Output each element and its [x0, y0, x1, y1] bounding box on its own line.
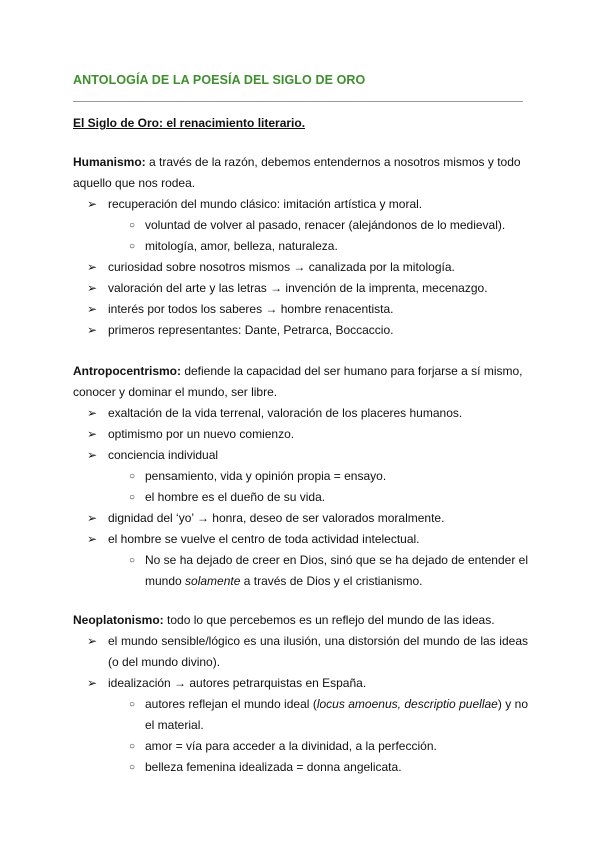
sublist [108, 550, 528, 592]
section-neoplatonismo [73, 610, 528, 778]
section-antropocentrismo [73, 361, 528, 592]
humanismo-list [73, 194, 528, 341]
arrow-bullet-icon: ➢ [87, 448, 98, 462]
arrow-bullet-icon: ➢ [87, 323, 98, 337]
circle-bullet-icon: ○ [129, 471, 136, 482]
list-item: ➢ curiosidad sobre nosotros mismos → canalizada por la mitología. [73, 257, 528, 278]
antropocentrismo-definition: defiende la capacidad del ser humano para forjarse a sí mismo, conocer y dominar el mundo, ser libre. [73, 364, 523, 399]
list-item: ➢ conciencia individual ○ pensamiento, vida y opinión propia = ensayo. ○ el hombre es el dueño de su vida. [73, 445, 528, 508]
arrow-bullet-icon: ➢ [87, 406, 98, 420]
sublist [108, 694, 528, 778]
list-item: ➢ interés por todos los saberes → hombre renacentista. [73, 299, 528, 320]
humanismo-term: Humanismo: [73, 155, 146, 169]
neoplatonismo-list [73, 631, 528, 778]
circle-bullet-icon: ○ [129, 555, 136, 566]
list-item: ➢ el mundo sensible/lógico es una ilusión, una distorsión del mundo de las ideas (o del mundo divino). [73, 631, 528, 673]
list-item: ➢ primeros representantes: Dante, Petrarca, Boccaccio. [73, 320, 528, 341]
sublist [108, 215, 528, 257]
circle-bullet-icon: ○ [129, 241, 136, 252]
sub-list-item: ○ pensamiento, vida y opinión propia = ensayo. [73, 466, 528, 487]
list-item: ➢ recuperación del mundo clásico: imitación artística y moral. ○ voluntad de volver al pasado, renacer (alejándonos de lo medieval). ○ mitología, amor, belleza, naturaleza. [73, 194, 528, 257]
list-item: ➢ valoración del arte y las letras → invención de la imprenta, mecenazgo. [73, 278, 528, 299]
sub-list-item: ○ belleza femenina idealizada = donna angelicata. [73, 757, 528, 778]
circle-bullet-icon: ○ [129, 762, 136, 773]
circle-bullet-icon: ○ [129, 741, 136, 752]
sub-list-item: ○ No se ha dejado de creer en Dios, sinó que se ha dejado de entender el mundo solamente a través de Dios y el cristianismo. [73, 550, 528, 592]
section-subtitle: El Siglo de Oro: el renacimiento literario. [73, 116, 306, 130]
sub-list-item: ○ autores reflejan el mundo ideal (locus amoenus, descriptio puellae) y no el material. [73, 694, 528, 736]
sub-list-item: ○ el hombre es el dueño de su vida. [73, 487, 528, 508]
title-divider [73, 101, 523, 102]
section-humanismo [73, 152, 528, 341]
list-item: ➢ el hombre se vuelve el centro de toda actividad intelectual. ○ No se ha dejado de creer en Dios, sinó que se ha dejado de entender el mundo solamente a través de Dios y el cristianismo. [73, 529, 528, 592]
arrow-bullet-icon: ➢ [87, 427, 98, 441]
neoplatonismo-term: Neoplatonismo: [73, 613, 164, 627]
arrow-bullet-icon: ➢ [87, 302, 98, 316]
list-item: ➢ exaltación de la vida terrenal, valoración de los placeres humanos. [73, 403, 528, 424]
circle-bullet-icon: ○ [129, 492, 136, 503]
sub-list-item: ○ mitología, amor, belleza, naturaleza. [73, 236, 528, 257]
arrow-bullet-icon: ➢ [87, 634, 98, 648]
antropocentrismo-list [73, 403, 528, 592]
arrow-bullet-icon: ➢ [87, 532, 98, 546]
arrow-bullet-icon: ➢ [87, 281, 98, 295]
list-item: ➢ dignidad del ‘yo’ → honra, deseo de ser valorados moralmente. [73, 508, 528, 529]
sublist [108, 466, 528, 508]
sub-list-item: ○ voluntad de volver al pasado, renacer (alejándonos de lo medieval). [73, 215, 528, 236]
neoplatonismo-definition: todo lo que percebemos es un reflejo del mundo de las ideas. [163, 613, 495, 627]
arrow-bullet-icon: ➢ [87, 260, 98, 274]
document-title: ANTOLOGÍA DE LA POESÍA DEL SIGLO DE ORO [73, 73, 366, 87]
list-item: ➢ idealización → autores petrarquistas en España. ○ autores reflejan el mundo ideal (locus amoenus, descriptio puellae) y no el material. ○ amor = vía para acceder a la divinidad, a la perfección. ○ belleza femenina idealizada = donna angelicata. [73, 673, 528, 778]
sub-list-item: ○ amor = vía para acceder a la divinidad, a la perfección. [73, 736, 528, 757]
antropocentrismo-term: Antropocentrismo: [73, 364, 181, 378]
antropocentrismo-intro [73, 361, 528, 403]
arrow-bullet-icon: ➢ [87, 197, 98, 211]
arrow-bullet-icon: ➢ [87, 676, 98, 690]
humanismo-definition: a través de la razón, debemos entendernos a nosotros mismos y todo aquello que nos rodea. [73, 155, 521, 190]
neoplatonismo-intro [73, 610, 528, 631]
humanismo-intro [73, 152, 528, 194]
arrow-bullet-icon: ➢ [87, 511, 98, 525]
circle-bullet-icon: ○ [129, 699, 136, 710]
list-item: ➢ optimismo por un nuevo comienzo. [73, 424, 528, 445]
circle-bullet-icon: ○ [129, 220, 136, 231]
